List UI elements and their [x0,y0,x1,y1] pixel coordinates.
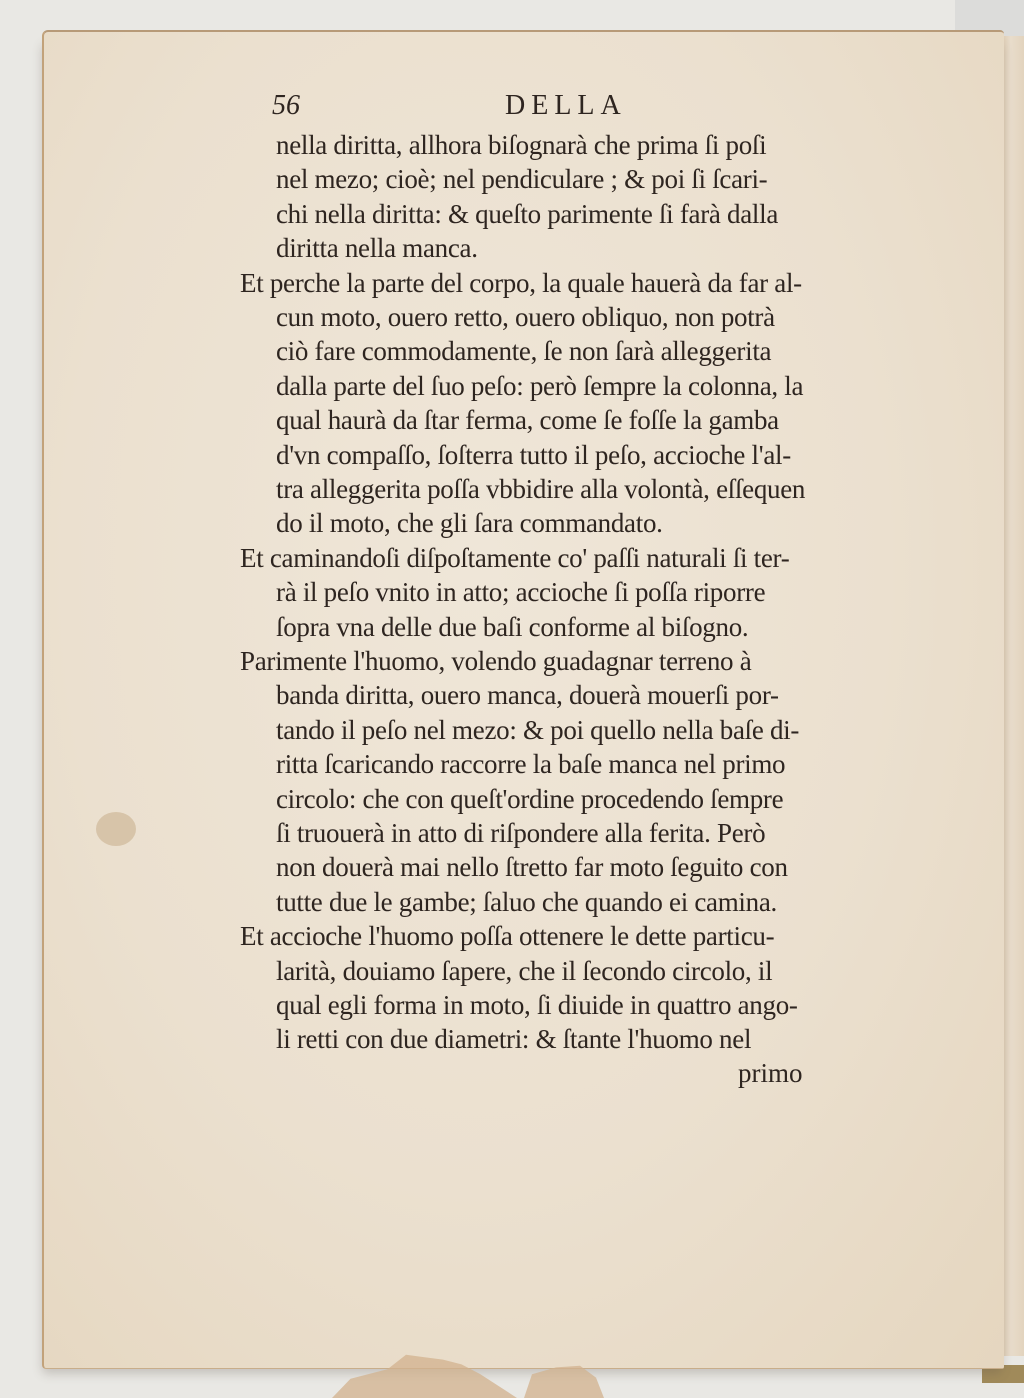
text-line: ciò fare commodamente, ſe non ſarà alleggerita [276,336,772,367]
text-line: dalla parte del ſuo peſo: però ſempre la colonna, la [276,370,804,401]
text-line: nel mezo; cioè; nel pendiculare ; & poi ſi ſcari- [276,164,768,195]
text-line: rà il peſo vnito in atto; accioche ſi poſſa riporre [276,577,766,608]
text-line: do il moto, che gli ſara commandato. [276,508,663,539]
text-line: ſopra vna delle due baſi conforme al biſogno. [276,611,749,642]
paragraph-first-line: Parimente l'huomo, volendo guadagnar terreno à [240,646,752,676]
text-line: banda diritta, ouero manca, douerà mouerſi por- [276,680,779,711]
text-line: ritta ſcaricando raccorre la baſe manca nel primo [276,749,786,780]
running-head: DELLA [505,90,627,121]
text-line: qual egli forma in moto, ſi diuide in quattro ango- [276,990,798,1020]
text-line: chi nella diritta: & queſto parimente ſi farà dalla [276,198,778,229]
text-line: d'vn compaſſo, ſoſterra tutto il peſo, accioche l'al- [276,439,791,470]
text-line: cun moto, ouero retto, ouero obliquo, non potrà [276,302,775,332]
paragraph-first-line: Et accioche l'huomo poſſa ottenere le dette particu- [240,921,775,952]
page-number: 56 [272,90,300,121]
text-line: nella diritta, allhora biſognarà che prima ſi poſi [276,130,767,160]
text-line: tra alleggerita poſſa vbbidire alla volontà, eſſequen [276,474,806,504]
text-line: tutte due le gambe; ſaluo che quando ei camina. [276,886,777,917]
text-line: ſi truouerà in atto di riſpondere alla ferita. Però [276,818,766,848]
text-line: circolo: che con queſt'ordine procedendo ſempre [276,783,784,814]
text-line: qual haurà da ſtar ferma, come ſe foſſe la gamba [276,405,779,436]
text-line: li retti con due diametri: & ſtante l'huomo nel [276,1024,752,1055]
paragraph-first-line: Et perche la parte del corpo, la quale hauerà da far al- [240,267,802,298]
text-line: non douerà mai nello ſtretto far moto ſeguito con [276,852,788,883]
text-line: diritta nella manca. [276,233,478,264]
paragraph-first-line: Et caminandoſi diſpoſtamente co' paſſi naturali ſi ter- [240,542,790,573]
text-line: larità, douiamo ſapere, che il ſecondo circolo, il [276,955,773,986]
catchword: primo [738,1058,803,1088]
text-line: tando il peſo nel mezo: & poi quello nella baſe di- [276,714,800,745]
